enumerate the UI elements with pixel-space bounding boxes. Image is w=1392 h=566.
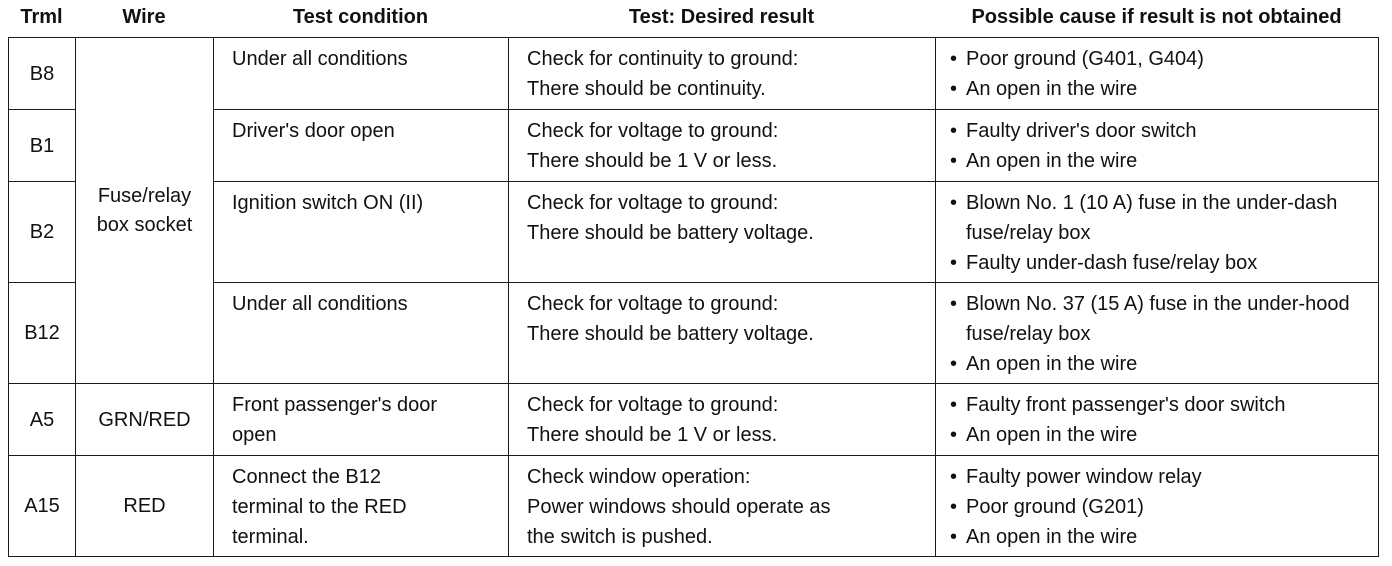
table-row-a5	[9, 384, 1379, 456]
cause-item: • An open in the wire	[950, 522, 1374, 552]
header-possible-cause: Possible cause if result is not obtained	[971, 6, 1342, 28]
header-test-condition: Test condition	[292, 6, 429, 28]
wire-cell: GRN/RED	[76, 384, 214, 456]
cause-item: • An open in the wire	[950, 420, 1374, 450]
cause-item: • Faulty under-dash fuse/relay box	[950, 248, 1374, 278]
condition-line: Driver's door open	[232, 120, 395, 142]
result-cell	[509, 110, 936, 182]
condition-line: terminal.	[232, 526, 309, 548]
condition-cell	[214, 456, 509, 557]
result-line: Check for continuity to ground:	[527, 48, 799, 70]
header-desired-result: Test: Desired result	[628, 6, 815, 28]
condition-line: Front passenger's door	[232, 394, 438, 416]
cause-item: • An open in the wire	[950, 74, 1374, 104]
header-wire: Wire	[122, 6, 166, 28]
cause-cell	[936, 456, 1379, 557]
cause-list	[936, 384, 1378, 450]
cause-list	[936, 456, 1378, 552]
cause-item: • Faulty front passenger's door switch	[950, 390, 1374, 420]
result-cell	[509, 182, 936, 283]
wire-label-line: Fuse/relay	[97, 184, 192, 207]
table-row-b12	[9, 283, 1379, 384]
cause-item: • Poor ground (G201)	[950, 492, 1374, 522]
table-row-b1	[9, 110, 1379, 182]
result-line: There should be battery voltage.	[527, 222, 814, 244]
cause-item: • Faulty driver's door switch	[950, 116, 1374, 146]
condition-line: terminal to the RED	[232, 496, 407, 518]
table-row-b8	[9, 38, 1379, 110]
condition-line: open	[232, 424, 277, 446]
result-cell	[509, 384, 936, 456]
result-line: There should be continuity.	[527, 78, 766, 100]
table-header-row	[8, 0, 1378, 36]
cause-cell	[936, 38, 1379, 110]
result-cell	[509, 456, 936, 557]
result-cell	[509, 38, 936, 110]
table-row-a15	[9, 456, 1379, 557]
condition-line: Connect the B12	[232, 466, 381, 488]
cause-cell	[936, 110, 1379, 182]
terminal-cell: B8	[9, 38, 76, 110]
result-line: There should be 1 V or less.	[527, 150, 778, 172]
cause-item: • An open in the wire	[950, 349, 1374, 379]
condition-cell	[214, 283, 509, 384]
terminal-cell: A15	[9, 456, 76, 557]
result-line: Check for voltage to ground:	[527, 394, 779, 416]
condition-cell	[214, 384, 509, 456]
cause-list	[936, 182, 1378, 278]
condition-cell	[214, 38, 509, 110]
wire-cell: RED	[76, 456, 214, 557]
result-line: Check for voltage to ground:	[527, 293, 779, 315]
cause-item: • Poor ground (G401, G404)	[950, 44, 1374, 74]
result-line: Check window operation:	[527, 466, 751, 488]
result-line: the switch is pushed.	[527, 526, 713, 548]
cause-item: • Blown No. 37 (15 A) fuse in the under-hood fuse/relay box	[950, 289, 1374, 349]
cause-cell	[936, 182, 1379, 283]
cause-item: • Blown No. 1 (10 A) fuse in the under-dash fuse/relay box	[950, 188, 1374, 248]
cause-item: • Faulty power window relay	[950, 462, 1374, 492]
cause-list	[936, 38, 1378, 104]
header-terminal: Trml	[20, 6, 63, 28]
diagnosis-table	[8, 37, 1379, 557]
result-line: Check for voltage to ground:	[527, 120, 779, 142]
result-line: Check for voltage to ground:	[527, 192, 779, 214]
condition-cell	[214, 182, 509, 283]
cause-cell	[936, 384, 1379, 456]
result-line: There should be 1 V or less.	[527, 424, 778, 446]
condition-cell	[214, 110, 509, 182]
cause-list	[936, 110, 1378, 176]
condition-line: Under all conditions	[232, 293, 408, 315]
terminal-cell: B12	[9, 283, 76, 384]
cause-item: • An open in the wire	[950, 146, 1374, 176]
terminal-cell: A5	[9, 384, 76, 456]
condition-line: Under all conditions	[232, 48, 408, 70]
wire-label-line: box socket	[96, 213, 193, 236]
result-cell	[509, 283, 936, 384]
terminal-cell: B1	[9, 110, 76, 182]
wire-cell-fuse-relay-box-socket	[76, 38, 214, 384]
table-row-b2	[9, 182, 1379, 283]
cause-cell	[936, 283, 1379, 384]
terminal-cell: B2	[9, 182, 76, 283]
cause-list	[936, 283, 1378, 379]
result-line: Power windows should operate as	[527, 496, 831, 518]
result-line: There should be battery voltage.	[527, 323, 814, 345]
condition-line: Ignition switch ON (II)	[232, 192, 424, 214]
